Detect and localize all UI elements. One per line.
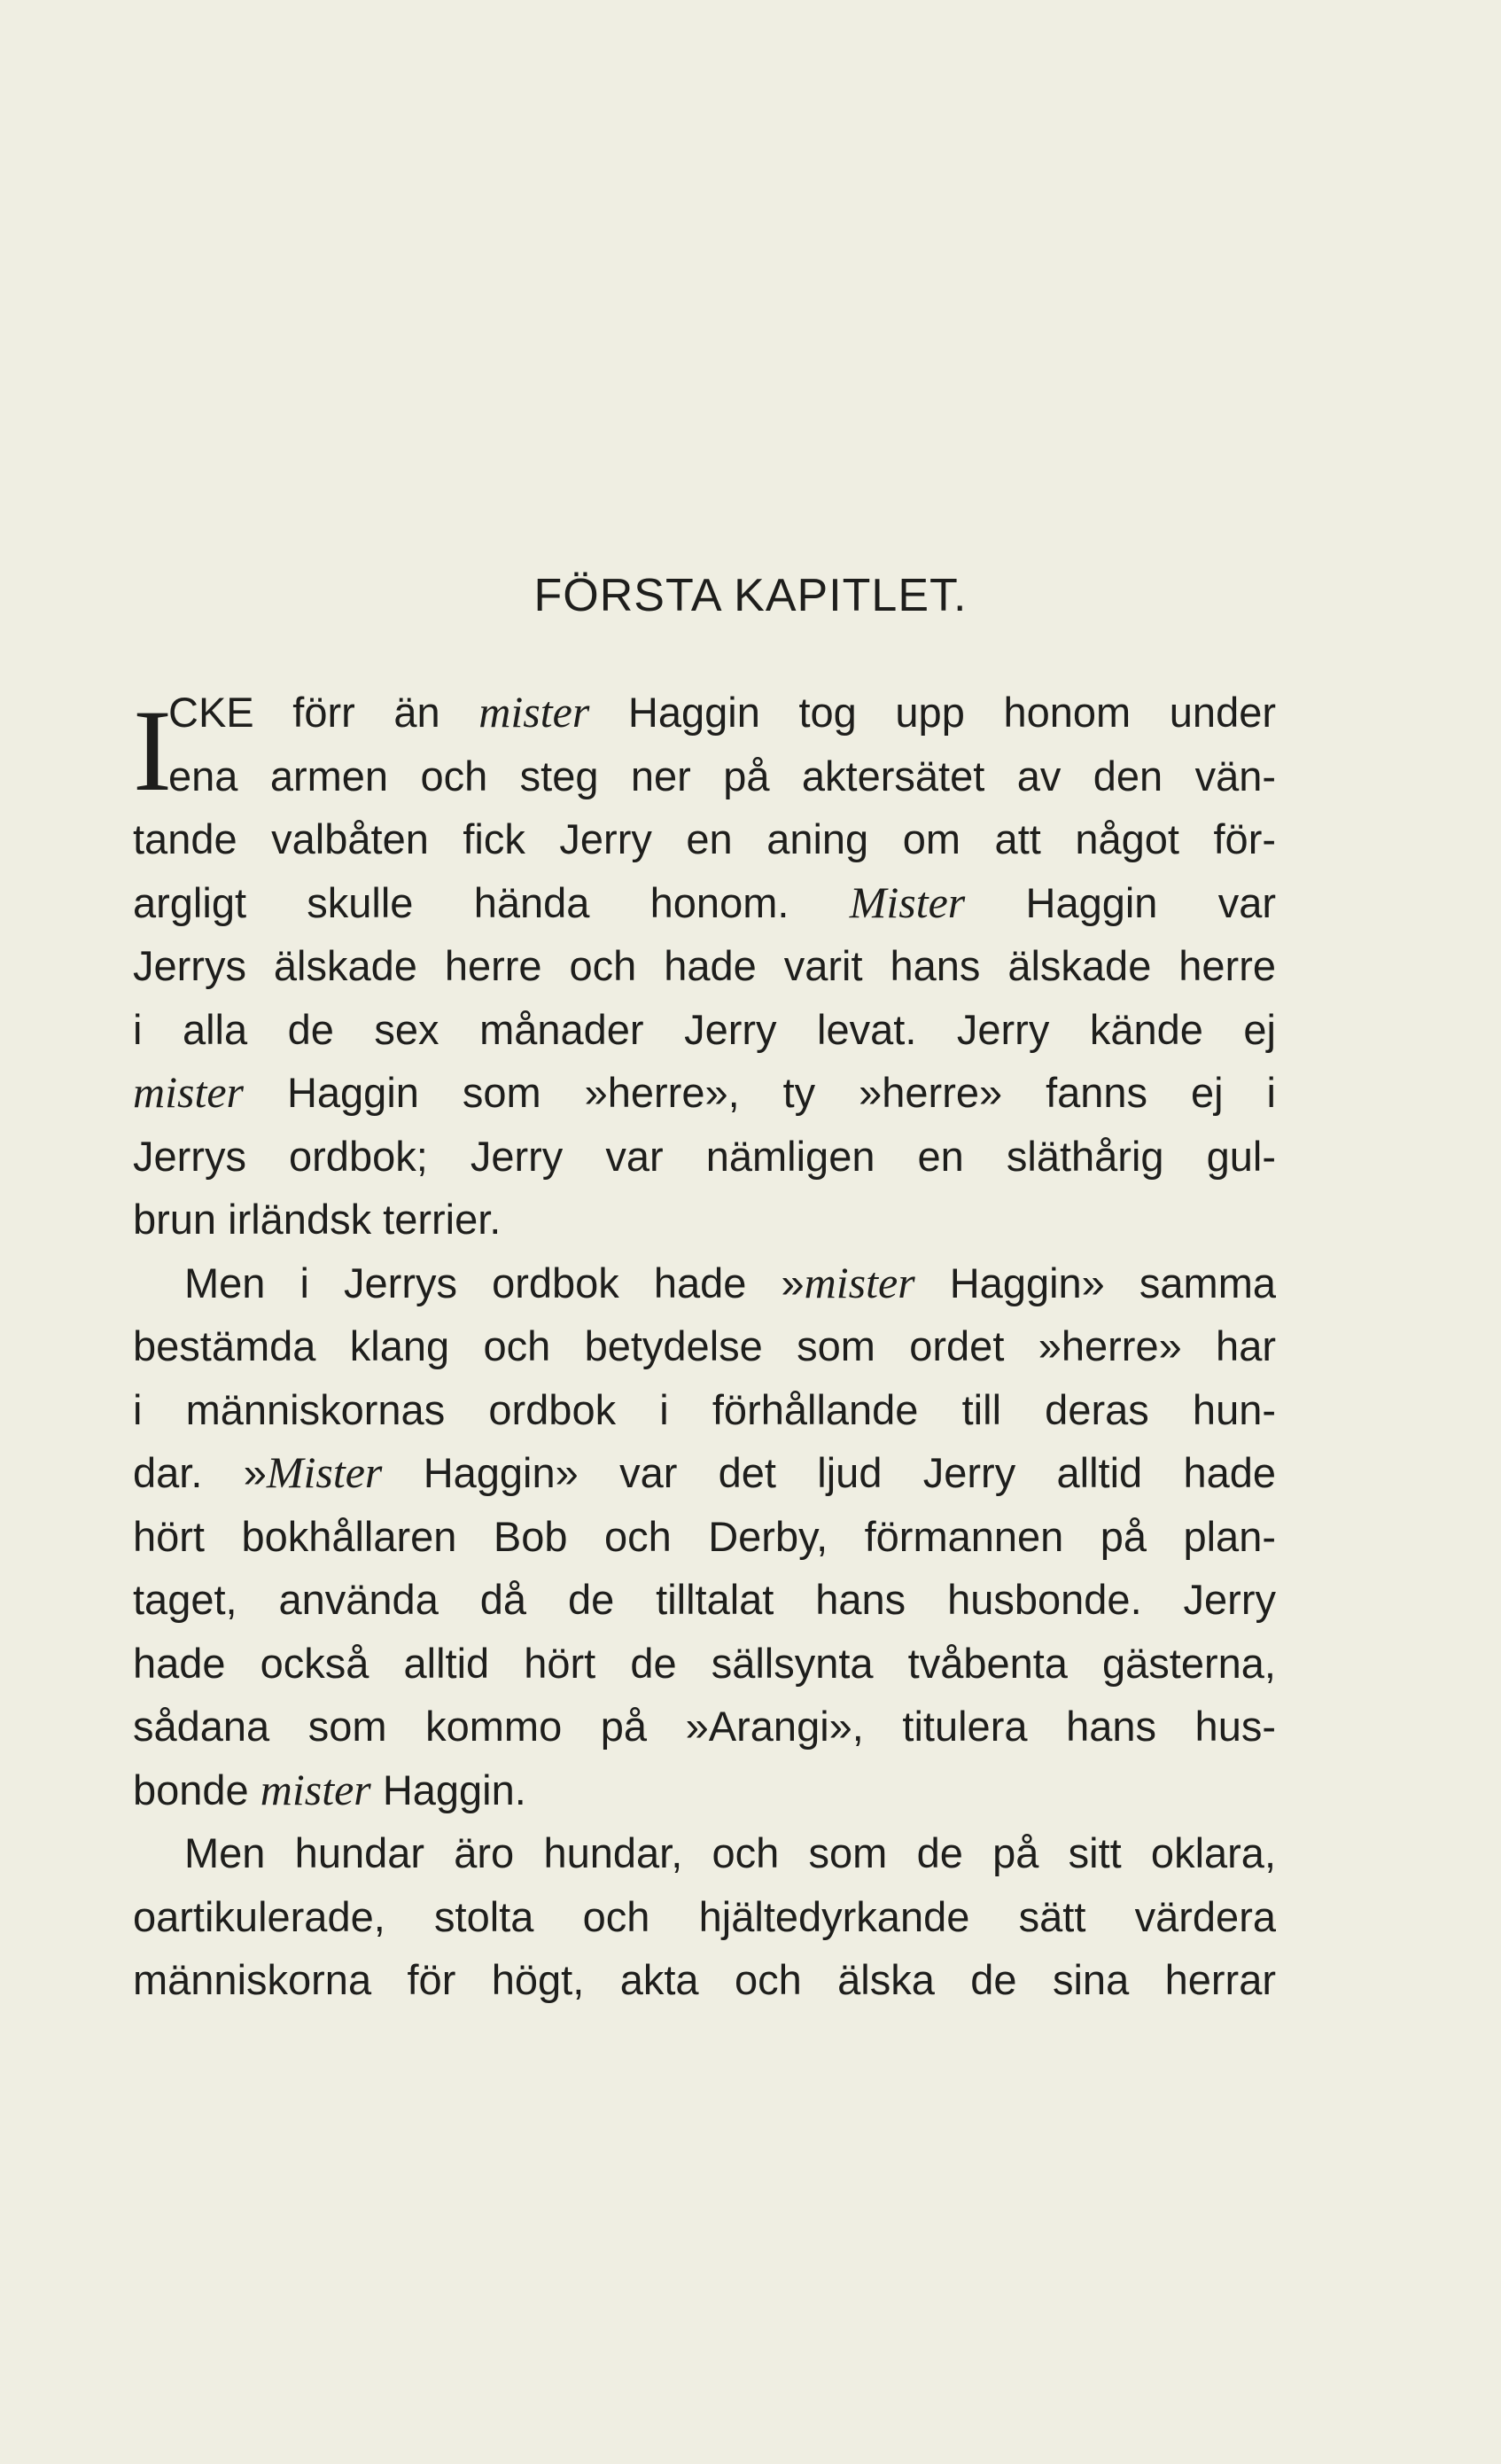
text-line [133, 934, 1276, 998]
text-run: människorna för högt, akta och älska de sina herrar [133, 1956, 1276, 2003]
italic-word: Mister [266, 1447, 383, 1497]
text-run: bonde [133, 1766, 261, 1813]
italic-word: mister [133, 1067, 244, 1117]
text-line [133, 1885, 1276, 1949]
text-run: Jerrys ordbok; Jerry var nämligen en släthårig gul- [133, 1132, 1276, 1180]
text-run: sådana som kommo på »Arangi», titulera hans hus- [133, 1703, 1276, 1750]
text-run: i alla de sex månader Jerry levat. Jerry kände ej [133, 1005, 1276, 1053]
text-run: dar. » [133, 1449, 267, 1496]
text-run: ena armen och steg ner på aktersätet av den vän- [168, 752, 1276, 799]
italic-word: mister [804, 1257, 915, 1307]
text-run: i människornas ordbok i förhållande till deras hun- [133, 1385, 1276, 1433]
text-line [133, 1061, 1276, 1125]
text-run: taget, använda då de tilltalat hans husbonde. Jerry [133, 1576, 1276, 1623]
text-line [133, 807, 1276, 871]
text-run: Jerrys älskade herre och hade varit hans älskade herre [133, 942, 1276, 989]
text-line [133, 1821, 1276, 1885]
text-run: Men hundar äro hundar, och som de på sitt oklara, [184, 1829, 1276, 1876]
text-run: Haggin» var det ljud Jerry alltid hade [382, 1449, 1277, 1496]
text-line [133, 871, 1276, 935]
text-line [133, 1695, 1276, 1758]
text-run: Men i Jerrys ordbok hade » [184, 1259, 805, 1306]
text-run: Haggin som »herre», ty »herre» fanns ej i [244, 1069, 1276, 1116]
text-run: oartikulerade, stolta och hjältedyrkande sätt värdera [133, 1892, 1276, 1940]
text-run: Haggin. [370, 1766, 526, 1813]
text-run: CKE förr än [168, 689, 479, 736]
text-line [133, 1314, 1276, 1378]
text-run: hört bokhållaren Bob och Derby, förmannen på plan- [133, 1512, 1276, 1560]
text-line [133, 1632, 1276, 1696]
text-run: tande valbåten fick Jerry en aning om att något för- [133, 815, 1276, 862]
text-run: bestämda klang och betydelse som ordet »herre» har [133, 1322, 1276, 1369]
text-run: Haggin tog upp honom under [589, 689, 1276, 736]
body-text [133, 681, 1276, 2012]
italic-word: mister [260, 1764, 371, 1814]
italic-word: mister [478, 687, 590, 737]
text-run: Haggin var [965, 878, 1276, 926]
text-run: Haggin» samma [914, 1259, 1276, 1306]
text-run: argligt skulle hända honom. [133, 878, 850, 926]
text-line [133, 1125, 1276, 1189]
text-line [133, 1378, 1276, 1442]
italic-word: Mister [849, 877, 966, 927]
text-line [133, 1948, 1276, 2012]
text-line [133, 1568, 1276, 1632]
text-line [133, 681, 1276, 745]
drop-cap: I [133, 685, 172, 815]
text-line [133, 1251, 1276, 1315]
chapter-title: FÖRSTA KAPITLET. [533, 570, 968, 621]
text-line [133, 1758, 1276, 1822]
text-line [133, 998, 1276, 1062]
text-run: hade också alltid hört de sällsynta tvåbenta gästerna, [133, 1639, 1276, 1687]
text-line [133, 1188, 1276, 1251]
text-line [133, 745, 1276, 808]
text-line [133, 1505, 1276, 1569]
text-line [133, 1441, 1276, 1505]
text-run: brun irländsk terrier. [133, 1196, 502, 1243]
